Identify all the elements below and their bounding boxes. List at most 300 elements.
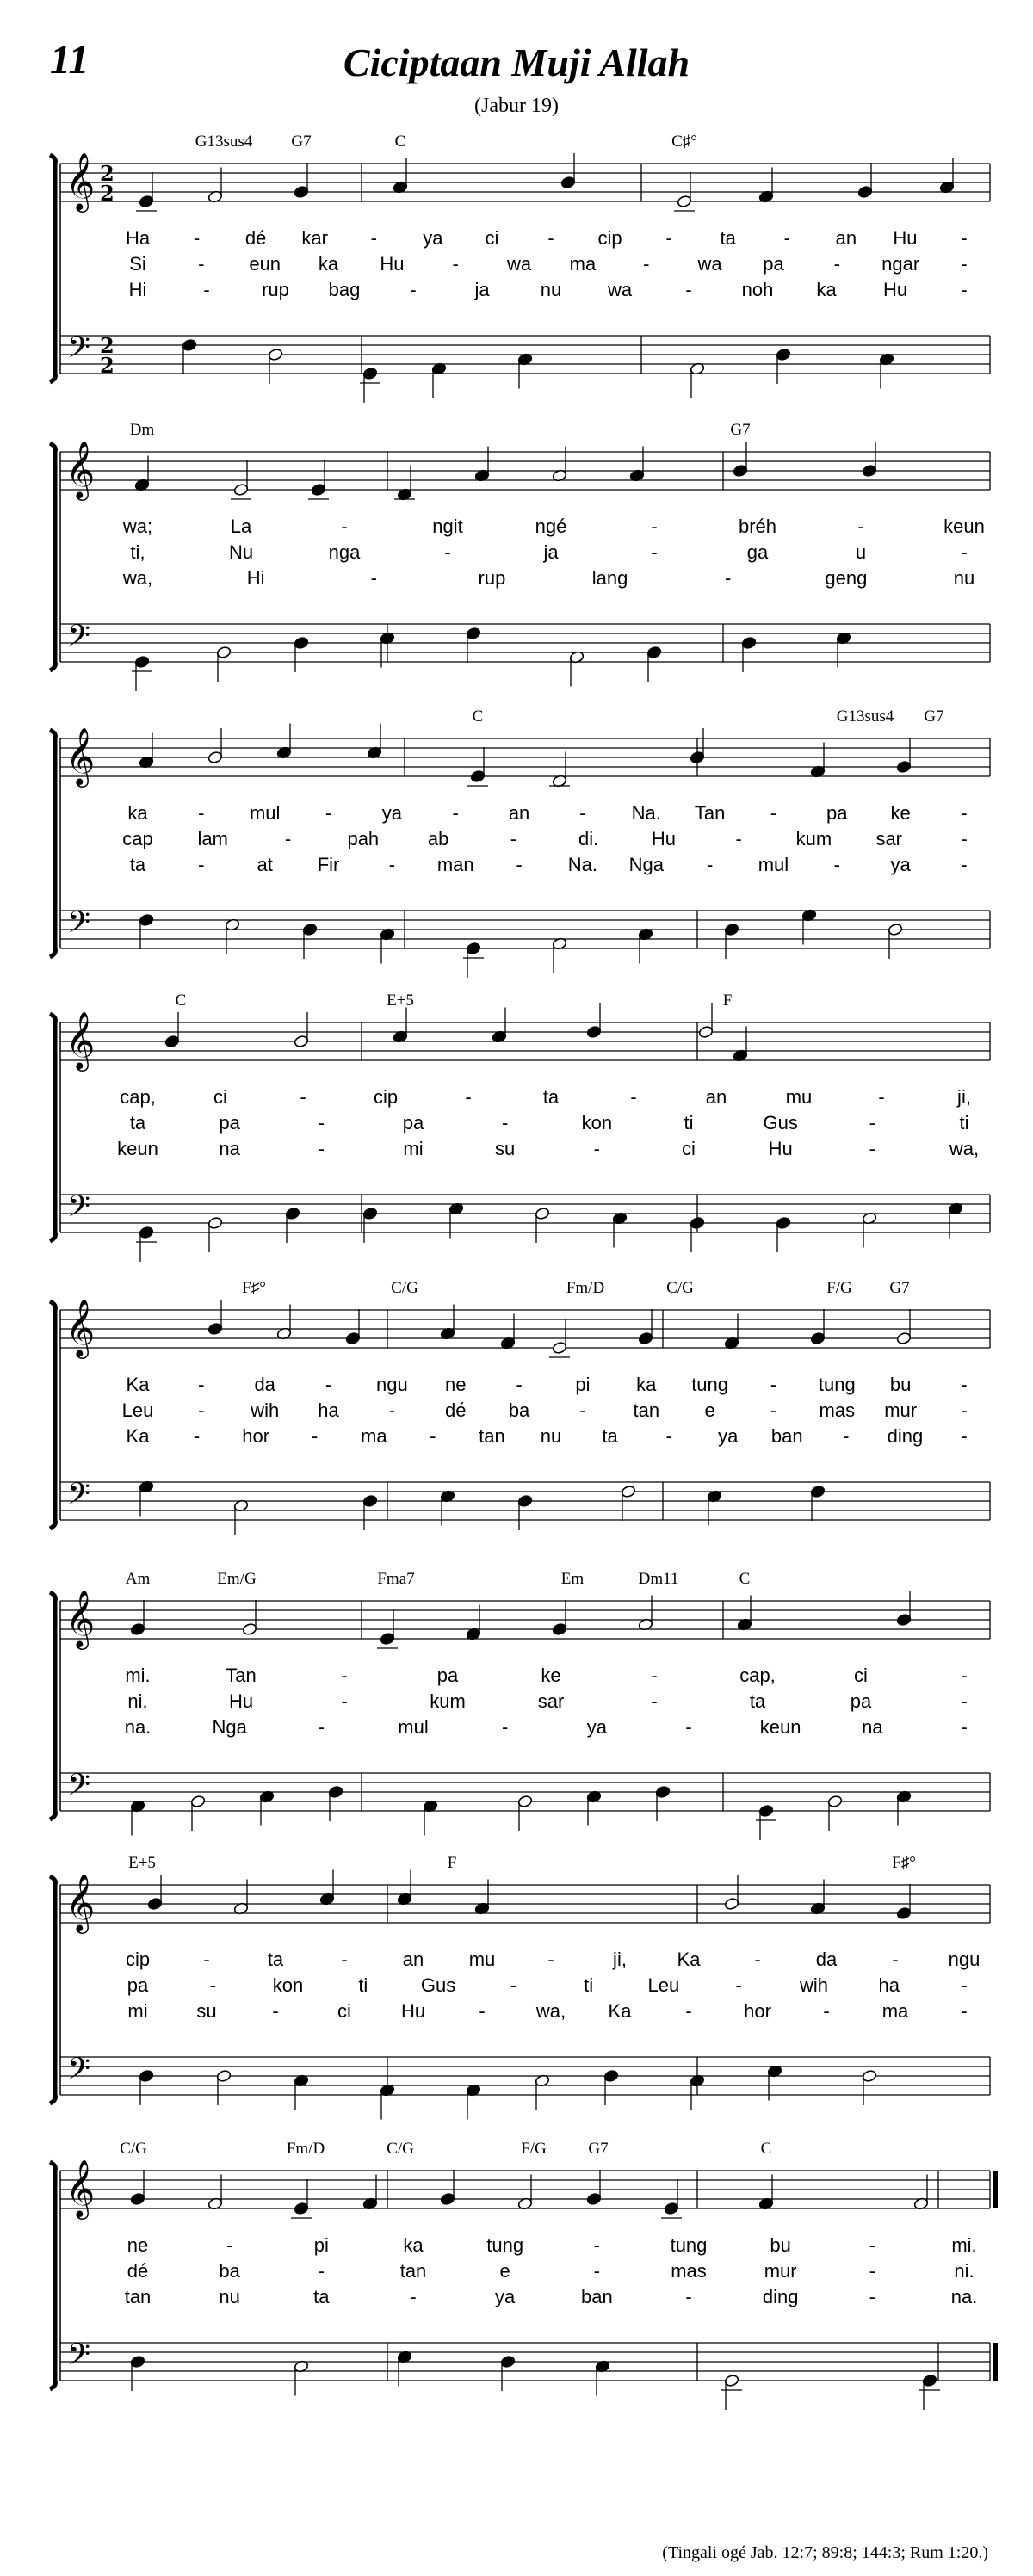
lyric-syllable: rup bbox=[262, 279, 289, 300]
time-signature-bottom: 2 bbox=[100, 353, 114, 378]
lyric-syllable: - bbox=[226, 2234, 233, 2256]
quarter-note bbox=[134, 655, 150, 668]
chord-symbol: G7 bbox=[291, 133, 312, 151]
bass-clef-icon: 𝄢 bbox=[67, 2337, 91, 2379]
quarter-note bbox=[130, 2192, 145, 2205]
lyric-syllable: Hu bbox=[228, 1690, 254, 1712]
quarter-note bbox=[724, 923, 739, 936]
lyric-syllable: Hi bbox=[246, 567, 265, 589]
lyric-syllable: ya bbox=[890, 854, 911, 875]
lyric-syllable: - bbox=[312, 1425, 319, 1447]
lyric-syllable: Hu bbox=[882, 279, 908, 300]
lyric-syllable: - bbox=[501, 1716, 509, 1738]
lyric-syllable: u bbox=[855, 541, 867, 563]
lyric-syllable: - bbox=[651, 516, 658, 537]
lyric-syllable: tan bbox=[479, 1425, 505, 1447]
half-note bbox=[190, 1795, 206, 1807]
lyric-syllable: ci bbox=[213, 1086, 227, 1108]
quarter-note bbox=[733, 464, 748, 477]
lyric-syllable: - bbox=[325, 1374, 332, 1395]
chord-symbol: G7 bbox=[889, 1279, 910, 1297]
chord-symbol: Fma7 bbox=[377, 1570, 415, 1588]
lyric-syllable: hor bbox=[242, 1425, 270, 1447]
lyric-syllable: ding bbox=[762, 2286, 799, 2307]
lyric-syllable: ne bbox=[127, 2234, 149, 2256]
lyric-syllable: - bbox=[516, 854, 523, 875]
lyric-syllable: ja bbox=[543, 541, 559, 563]
lyric-syllable: wih bbox=[251, 1399, 280, 1421]
half-note bbox=[242, 1622, 257, 1635]
lyric-syllable: mul bbox=[758, 854, 789, 875]
quarter-note bbox=[294, 185, 309, 198]
system-bracket bbox=[50, 1014, 55, 1241]
lyric-syllable: noh bbox=[741, 279, 774, 300]
chord-symbol: C♯° bbox=[671, 133, 697, 151]
lyric-syllable: - bbox=[444, 541, 451, 563]
chord-symbol: F♯° bbox=[892, 1854, 916, 1872]
lyric-syllable: - bbox=[685, 2286, 692, 2307]
lyric-syllable: ta bbox=[602, 1425, 618, 1447]
lyric-syllable: ya bbox=[495, 2286, 516, 2307]
chord-symbol: G7 bbox=[730, 421, 751, 439]
lyric-syllable: - bbox=[961, 1665, 968, 1686]
lyric-syllable: - bbox=[857, 516, 864, 537]
lyric-syllable: - bbox=[370, 227, 377, 249]
lyric-syllable: - bbox=[754, 1949, 761, 1970]
lyric-syllable: ha bbox=[878, 1974, 900, 1996]
quarter-note bbox=[500, 2355, 516, 2368]
lyric-syllable: pa bbox=[826, 802, 848, 824]
staff-svg bbox=[43, 988, 999, 1263]
lyric-syllable: - bbox=[300, 1086, 306, 1108]
half-note bbox=[621, 1485, 636, 1498]
lyric-syllable: nu bbox=[540, 1425, 562, 1447]
chord-symbol: Dm bbox=[129, 421, 155, 439]
lyric-syllable: an bbox=[508, 802, 530, 824]
lyric-syllable: Ka bbox=[608, 2000, 632, 2022]
lyric-syllable: - bbox=[869, 1112, 875, 1134]
lyric-syllable: mul bbox=[398, 1716, 429, 1738]
lyric-syllable: - bbox=[193, 1425, 201, 1447]
lyric-syllable: at bbox=[257, 854, 273, 875]
lyric-syllable: - bbox=[725, 567, 732, 589]
lyric-syllable: - bbox=[961, 828, 968, 849]
lyric-syllable: - bbox=[410, 279, 417, 300]
lyric-syllable: - bbox=[341, 1949, 348, 1970]
lyric-syllable: - bbox=[547, 227, 554, 249]
treble-clef-icon: 𝄞 bbox=[65, 151, 96, 210]
lyric-syllable: kum bbox=[430, 1690, 466, 1712]
lyric-syllable: ya bbox=[586, 1716, 607, 1738]
lyric-syllable: - bbox=[388, 1399, 396, 1421]
lyric-syllable: ti bbox=[959, 1112, 969, 1134]
lyric-syllable: cap, bbox=[120, 1086, 156, 1108]
lyric-syllable: - bbox=[209, 1974, 216, 1996]
lyric-syllable: pi bbox=[313, 2234, 329, 2256]
lyric-syllable: tan bbox=[633, 1399, 660, 1421]
lyric-syllable: nu bbox=[219, 2286, 240, 2307]
quarter-note bbox=[470, 769, 486, 782]
lyric-syllable: ba bbox=[219, 2260, 240, 2282]
quarter-note bbox=[311, 483, 326, 496]
lyric-syllable: ban bbox=[580, 2286, 613, 2307]
chord-symbol: F♯° bbox=[242, 1279, 266, 1297]
chord-symbol: G7 bbox=[588, 2140, 609, 2158]
lyric-syllable: Na. bbox=[567, 854, 598, 875]
lyric-syllable: mul bbox=[249, 802, 281, 824]
lyric-syllable: ta bbox=[542, 1086, 560, 1108]
lyric-syllable: ta bbox=[129, 854, 146, 875]
lyric-syllable: ta bbox=[267, 1949, 284, 1970]
quarter-note bbox=[664, 2202, 679, 2215]
lyric-syllable: ma bbox=[569, 253, 597, 275]
lyric-syllable: cap bbox=[122, 828, 153, 849]
quarter-note bbox=[517, 1494, 533, 1507]
lyric-syllable: Ka bbox=[677, 1949, 701, 1970]
lyric-syllable: - bbox=[961, 1690, 968, 1712]
treble-clef-icon: 𝄞 bbox=[65, 1873, 96, 1931]
lyric-syllable: - bbox=[410, 2286, 417, 2307]
music-system bbox=[43, 988, 999, 1263]
half-note bbox=[552, 1341, 567, 1354]
lyric-syllable: ti, bbox=[130, 541, 145, 563]
lyric-syllable: - bbox=[341, 516, 348, 537]
chord-symbol: Em bbox=[560, 1570, 585, 1588]
quarter-note bbox=[139, 195, 154, 207]
chord-symbol: G13sus4 bbox=[836, 707, 894, 726]
lyric-syllable: - bbox=[770, 802, 777, 824]
lyric-syllable: ga bbox=[746, 541, 769, 563]
lyric-syllable: wa bbox=[607, 279, 633, 300]
lyric-syllable: mur bbox=[764, 2260, 797, 2282]
lyric-syllable: cap, bbox=[739, 1665, 776, 1686]
half-note bbox=[294, 1035, 309, 1047]
lyric-syllable: nu bbox=[953, 567, 975, 589]
lyric-syllable: - bbox=[510, 1974, 517, 1996]
lyric-syllable: rup bbox=[478, 567, 506, 589]
lyric-syllable: - bbox=[198, 253, 205, 275]
lyric-syllable: - bbox=[510, 828, 517, 849]
quarter-note bbox=[139, 2069, 154, 2082]
lyric-syllable: dé bbox=[244, 227, 267, 249]
lyric-syllable: Hu bbox=[651, 828, 676, 849]
lyric-syllable: - bbox=[430, 1425, 436, 1447]
lyric-syllable: - bbox=[869, 1138, 875, 1159]
lyric-syllable: mu bbox=[785, 1086, 813, 1108]
lyric-syllable: - bbox=[878, 1086, 885, 1108]
quarter-note bbox=[690, 751, 705, 763]
lyric-syllable: mi. bbox=[125, 1665, 151, 1686]
lyric-syllable: wa, bbox=[122, 567, 153, 589]
lyric-syllable: Fir bbox=[317, 854, 340, 875]
system-bracket bbox=[50, 1301, 55, 1529]
lyric-syllable: - bbox=[735, 1974, 742, 1996]
lyric-syllable: Hu bbox=[893, 227, 918, 249]
treble-clef-icon: 𝄞 bbox=[65, 1298, 96, 1356]
lyric-syllable: ya bbox=[423, 227, 443, 249]
quarter-note bbox=[810, 1331, 826, 1344]
music-system bbox=[43, 1566, 999, 1842]
half-note bbox=[216, 646, 232, 658]
lyric-syllable: an bbox=[835, 227, 857, 249]
lyric-syllable: - bbox=[823, 2000, 830, 2022]
lyric-syllable: ti bbox=[358, 1974, 368, 1996]
lyric-syllable: ya bbox=[381, 802, 402, 824]
lyric-syllable: kon bbox=[581, 1112, 613, 1134]
music-system bbox=[43, 129, 999, 405]
lyric-syllable: di. bbox=[578, 828, 599, 849]
lyric-syllable: na. bbox=[950, 2286, 978, 2307]
chord-symbol: C/G bbox=[387, 2140, 414, 2158]
quarter-note bbox=[810, 1485, 826, 1498]
chord-symbol: C/G bbox=[391, 1279, 418, 1297]
lyric-syllable: bag bbox=[328, 279, 361, 300]
quarter-note bbox=[362, 367, 378, 380]
bass-clef-icon: 𝄢 bbox=[67, 2051, 91, 2093]
lyric-syllable: ci bbox=[854, 1665, 868, 1686]
half-note bbox=[216, 2069, 232, 2082]
lyric-syllable: - bbox=[961, 541, 968, 563]
lyric-syllable: - bbox=[869, 2286, 875, 2307]
lyric-syllable: - bbox=[479, 2000, 486, 2022]
lyric-syllable: - bbox=[961, 227, 968, 249]
lyric-syllable: Leu bbox=[647, 1974, 680, 1996]
lyric-syllable: Na. bbox=[631, 802, 661, 824]
music-system bbox=[43, 704, 999, 979]
lyric-syllable: tung bbox=[691, 1374, 729, 1395]
quarter-note bbox=[380, 1632, 395, 1645]
quarter-note bbox=[646, 646, 662, 658]
lyric-syllable: kar bbox=[301, 227, 328, 249]
lyric-syllable: ngu bbox=[948, 1949, 980, 1970]
chord-symbol: F/G bbox=[521, 2140, 547, 2158]
lyric-syllable: tan bbox=[124, 2286, 152, 2307]
lyric-syllable: Si bbox=[129, 253, 146, 275]
lyric-syllable: bu bbox=[770, 2234, 791, 2256]
quarter-note bbox=[207, 1322, 223, 1335]
time-signature-bottom: 2 bbox=[100, 181, 114, 206]
quarter-note bbox=[130, 1622, 145, 1635]
quarter-note bbox=[922, 2374, 937, 2387]
quarter-note bbox=[741, 636, 757, 649]
lyric-syllable: e bbox=[704, 1399, 715, 1421]
lyric-syllable: mi bbox=[403, 1138, 424, 1159]
treble-clef-icon: 𝄞 bbox=[65, 726, 96, 785]
quarter-note bbox=[896, 1613, 912, 1626]
lyric-syllable: ngu bbox=[376, 1374, 408, 1395]
quarter-note bbox=[586, 2192, 602, 2205]
lyric-syllable: La bbox=[230, 516, 252, 537]
lyric-syllable: - bbox=[685, 1716, 692, 1738]
lyric-syllable: - bbox=[630, 1086, 637, 1108]
system-bracket bbox=[50, 443, 55, 670]
lyric-syllable: pi bbox=[575, 1374, 591, 1395]
treble-clef-icon: 𝄞 bbox=[65, 2159, 96, 2217]
lyric-syllable: - bbox=[770, 1399, 777, 1421]
quarter-note bbox=[285, 1207, 300, 1220]
lyric-syllable: - bbox=[593, 2260, 600, 2282]
quarter-note bbox=[690, 1216, 705, 1229]
half-note bbox=[517, 1795, 533, 1807]
quarter-note bbox=[302, 923, 318, 936]
lyric-syllable: dé bbox=[127, 2260, 149, 2282]
lyric-syllable: - bbox=[833, 854, 840, 875]
chord-symbol: C bbox=[394, 133, 406, 151]
lyric-syllable: geng bbox=[825, 567, 868, 589]
lyric-syllable: - bbox=[579, 802, 586, 824]
lyric-syllable: su bbox=[196, 2000, 217, 2022]
chord-symbol: Dm11 bbox=[638, 1570, 679, 1588]
system-bracket bbox=[50, 1876, 55, 2103]
staff-svg bbox=[43, 704, 999, 979]
lyric-syllable: wih bbox=[799, 1974, 828, 1996]
lyric-syllable: su bbox=[495, 1138, 516, 1159]
lyric-syllable: mu bbox=[468, 1949, 496, 1970]
lyric-syllable: - bbox=[961, 2000, 968, 2022]
lyric-syllable: - bbox=[651, 1665, 658, 1686]
chord-symbol: C/G bbox=[666, 1279, 694, 1297]
lyric-syllable: ban bbox=[770, 1425, 803, 1447]
lyric-syllable: - bbox=[198, 854, 205, 875]
lyric-syllable: - bbox=[501, 1112, 509, 1134]
chord-symbol: Am bbox=[125, 1570, 151, 1588]
lyric-syllable: pa bbox=[850, 1690, 872, 1712]
lyric-syllable: ci bbox=[682, 1138, 696, 1159]
lyric-syllable: - bbox=[318, 1138, 325, 1159]
lyric-syllable: - bbox=[869, 2234, 875, 2256]
staff-svg bbox=[43, 2136, 999, 2412]
footnote: (Tingali ogé Jab. 12:7; 89:8; 144:3; Rum 1:20.) bbox=[662, 2543, 988, 2562]
bass-clef-icon: 𝄢 bbox=[67, 1476, 91, 1518]
chord-symbol: F bbox=[447, 1854, 457, 1872]
bass-clef-icon: 𝄢 bbox=[67, 330, 91, 372]
quarter-note bbox=[362, 1494, 378, 1507]
lyric-syllable: kon bbox=[272, 1974, 304, 1996]
lyric-syllable: mas bbox=[671, 2260, 707, 2282]
lyric-syllable: man bbox=[436, 854, 474, 875]
lyric-syllable: ta bbox=[749, 1690, 766, 1712]
lyric-syllable: Tan bbox=[226, 1665, 257, 1686]
lyric-syllable: - bbox=[193, 227, 201, 249]
quarter-note bbox=[776, 348, 791, 361]
chord-symbol: E+5 bbox=[387, 991, 414, 1010]
lyric-syllable: ni. bbox=[954, 2260, 974, 2282]
chord-symbol: E+5 bbox=[128, 1854, 156, 1872]
treble-clef-icon: 𝄞 bbox=[65, 440, 96, 498]
lyric-syllable: ja bbox=[474, 279, 490, 300]
lyric-syllable: - bbox=[198, 1374, 205, 1395]
lyric-syllable: bréh bbox=[738, 516, 777, 537]
lyric-syllable: ha bbox=[318, 1399, 339, 1421]
hymn-number: 11 bbox=[50, 37, 90, 83]
quarter-note bbox=[164, 1035, 180, 1047]
lyric-syllable: - bbox=[961, 1716, 968, 1738]
lyric-syllable: da bbox=[815, 1949, 838, 1970]
lyric-syllable: hor bbox=[744, 2000, 771, 2022]
bass-clef-icon: 𝄢 bbox=[67, 1767, 91, 1809]
half-note bbox=[207, 751, 223, 763]
lyric-syllable: Gus bbox=[763, 1112, 798, 1134]
lyric-syllable: mi. bbox=[951, 2234, 977, 2256]
chord-symbol: F/G bbox=[826, 1279, 852, 1297]
lyric-syllable: - bbox=[643, 253, 650, 275]
lyric-syllable: - bbox=[341, 1665, 348, 1686]
quarter-note bbox=[130, 2355, 145, 2368]
lyric-syllable: ya bbox=[718, 1425, 739, 1447]
system-bracket bbox=[50, 155, 55, 382]
lyric-syllable: - bbox=[370, 567, 377, 589]
system-bracket bbox=[50, 1592, 55, 1819]
half-note bbox=[268, 348, 283, 361]
lyric-syllable: - bbox=[198, 1399, 205, 1421]
lyric-syllable: Leu bbox=[121, 1399, 154, 1421]
lyric-syllable: ka bbox=[636, 1374, 657, 1395]
half-note bbox=[698, 1025, 714, 1038]
lyric-syllable: - bbox=[833, 253, 840, 275]
chord-symbol: Em/G bbox=[217, 1570, 257, 1588]
chord-symbol: G7 bbox=[924, 707, 944, 726]
lyric-syllable: - bbox=[284, 828, 292, 849]
lyric-syllable: Hi bbox=[128, 279, 147, 300]
system-bracket bbox=[50, 730, 55, 957]
quarter-note bbox=[182, 338, 197, 351]
chord-symbol: F bbox=[722, 991, 733, 1010]
lyric-syllable: - bbox=[272, 2000, 279, 2022]
quarter-note bbox=[638, 1331, 653, 1344]
lyric-syllable: tung bbox=[486, 2234, 524, 2256]
lyric-syllable: - bbox=[685, 279, 692, 300]
quarter-note bbox=[896, 760, 912, 773]
lyric-syllable: - bbox=[198, 802, 205, 824]
treble-clef-icon: 𝄞 bbox=[65, 1010, 96, 1069]
lyric-syllable: an bbox=[705, 1086, 727, 1108]
lyric-syllable: sar bbox=[537, 1690, 565, 1712]
lyric-syllable: tan bbox=[399, 2260, 427, 2282]
lyric-syllable: - bbox=[892, 1949, 899, 1970]
lyric-syllable: na. bbox=[124, 1716, 152, 1738]
hymn-subtitle: (Jabur 19) bbox=[474, 95, 559, 117]
lyric-syllable: Hu bbox=[768, 1138, 793, 1159]
lyric-syllable: ci bbox=[485, 227, 499, 249]
lyric-syllable: Nga bbox=[212, 1716, 247, 1738]
lyric-syllable: pah bbox=[347, 828, 380, 849]
lyric-syllable: ma bbox=[881, 2000, 909, 2022]
hymn-title: Ciciptaan Muji Allah bbox=[343, 40, 690, 84]
lyric-syllable: ba bbox=[508, 1399, 530, 1421]
lyric-syllable: ngit bbox=[432, 516, 463, 537]
quarter-note bbox=[655, 1785, 671, 1798]
lyric-syllable: ti bbox=[584, 1974, 594, 1996]
lyric-syllable: - bbox=[593, 1138, 600, 1159]
quarter-note bbox=[862, 464, 877, 477]
time-signature-top: 2 bbox=[100, 161, 114, 186]
lyric-syllable: - bbox=[961, 854, 968, 875]
lyric-syllable: ding bbox=[887, 1425, 924, 1447]
quarter-note bbox=[466, 942, 481, 954]
staff-svg bbox=[43, 1850, 999, 2126]
lyric-syllable: Ha bbox=[125, 227, 151, 249]
lyric-syllable: ngé bbox=[535, 516, 567, 537]
half-note bbox=[724, 1897, 739, 1910]
bass-clef-icon: 𝄢 bbox=[67, 1189, 91, 1231]
lyric-syllable: - bbox=[516, 1374, 523, 1395]
lyric-syllable: Ka bbox=[126, 1425, 150, 1447]
music-system bbox=[43, 1276, 999, 1551]
lyric-syllable: cip bbox=[373, 1086, 399, 1108]
lyric-syllable: tung bbox=[670, 2234, 708, 2256]
lyric-syllable: lang bbox=[591, 567, 628, 589]
lyric-syllable: ngar bbox=[881, 253, 920, 275]
